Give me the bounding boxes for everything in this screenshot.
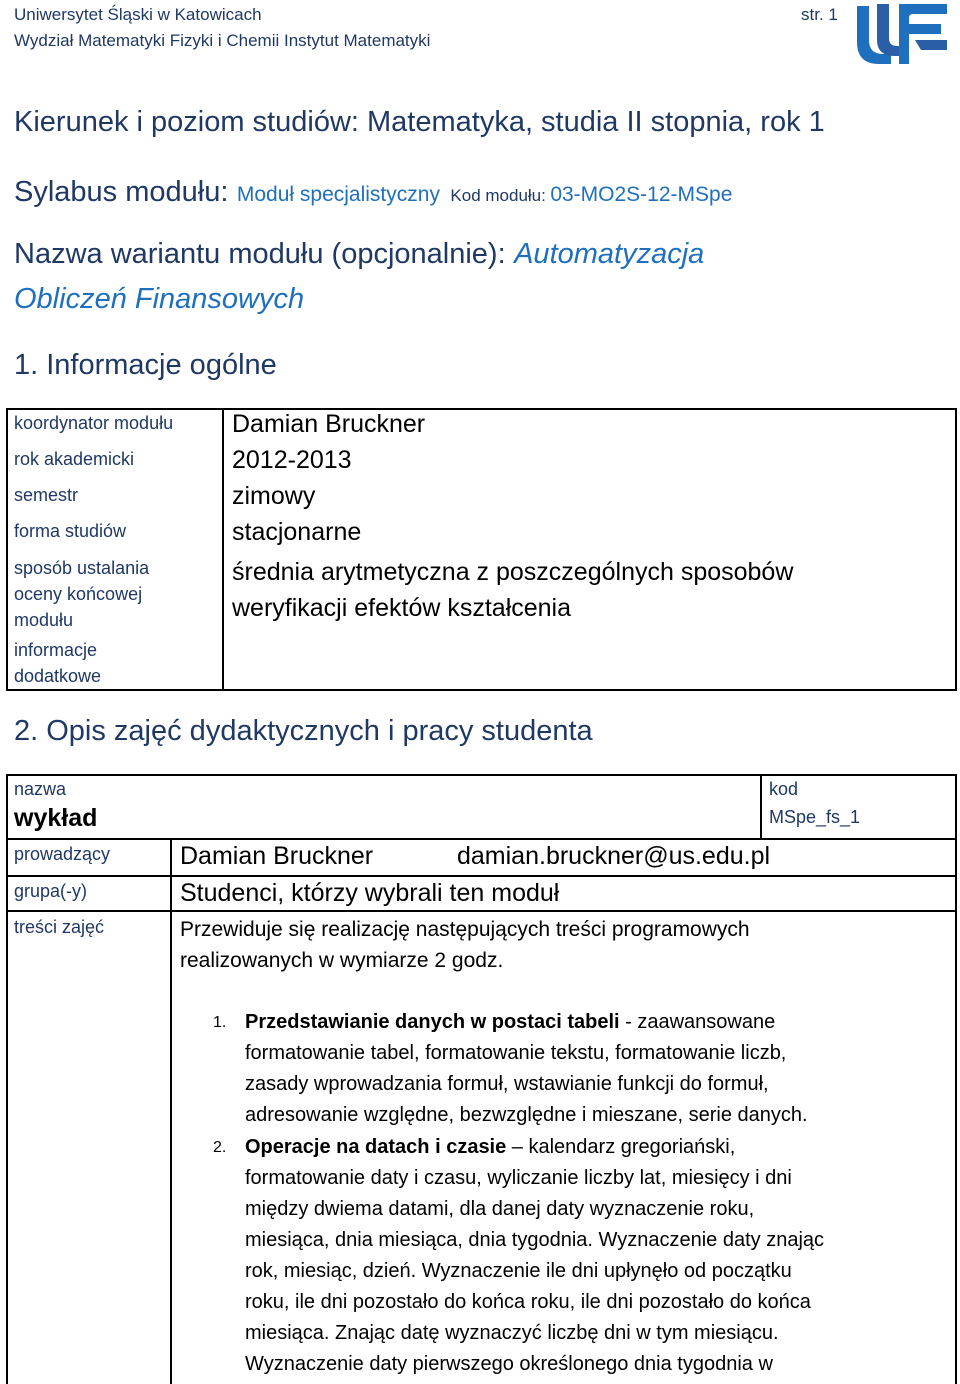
grading-method-label: sposób ustalania oceny końcowej modułu	[14, 558, 150, 630]
content-label: treści zajęć	[14, 917, 105, 937]
variant-name-continued: Obliczeń Finansowych	[14, 283, 305, 315]
section-1-heading: 1. Informacje ogólne	[14, 349, 277, 381]
lecturer-name: Damian Bruckner	[180, 842, 374, 870]
syllabus-line	[14, 176, 732, 209]
additional-info-label: informacje dodatkowe	[14, 640, 102, 686]
syllabus-label: Sylabus modułu:	[14, 176, 229, 208]
page-number: str. 1	[801, 5, 838, 24]
coordinator-label: koordynator modułu	[14, 413, 174, 433]
module-code: 03-MO2S-12-MSpe	[550, 183, 733, 206]
section-2-heading: 2. Opis zajęć dydaktycznych i pracy studenta	[14, 715, 593, 747]
course-name-label: nazwa	[14, 779, 67, 799]
academic-year-label: rok akademicki	[14, 449, 135, 469]
academic-year-value: 2012-2013	[232, 446, 352, 474]
study-form-value: stacjonarne	[232, 518, 362, 546]
semester-value: zimowy	[232, 482, 316, 510]
faculty-name: Wydział Matematyki Fizyki i Chemii Instytut Matematyki	[14, 31, 431, 50]
variant-label: Nazwa wariantu modułu (opcjonalnie):	[14, 238, 506, 270]
semester-label: semestr	[14, 485, 79, 505]
coordinator-value: Damian Bruckner	[232, 410, 426, 438]
university-logo-icon	[855, 0, 949, 66]
list-item: Przedstawianie danych w postaci tabeli - zaawansowane formatowanie tabel, formatowanie tekstu, formatowanie liczb, zasady wprowadzania formuł, wstawianie funkcji do formuł, adresowanie względne, bezwzględne i mieszane, serie danych.	[245, 1011, 808, 1126]
university-name: Uniwersytet Śląski w Katowicach	[14, 5, 262, 24]
study-form-label: forma studiów	[14, 521, 127, 541]
module-code-label: Kod modułu:	[450, 186, 546, 205]
list-item-1-number: 1.	[213, 1014, 227, 1031]
list-item: Operacje na datach i czasie – kalendarz gregoriański, formatowanie daty i czasu, wyliczanie liczby lat, miesięcy i dni między dwiema datami, dla danej daty wyznaczenie roku, miesiąca, dnia miesiąca, dnia tygodnia. Wyznaczenie daty znając rok, miesiąc, dzień. Wyznaczenie ile dni upłynęło od początku roku, ile dni pozostało do końca roku, ile dni pozostało do końca miesiąca. Znając datę wyznaczyć liczbę dni w tym miesiącu. Wyznaczenie daty pierwszego określonego dnia tygodnia w	[245, 1136, 825, 1375]
lecturer-email[interactable]: damian.bruckner@us.edu.pl	[457, 842, 771, 870]
variant-name: Automatyzacja	[514, 238, 705, 270]
list-item-2-number: 2.	[213, 1139, 227, 1156]
group-value: Studenci, którzy wybrali ten moduł	[180, 879, 560, 907]
grading-method-value: średnia arytmetyczna z poszczególnych sposobów weryfikacji efektów kształcenia	[232, 558, 794, 622]
lecturer-label: prowadzący	[14, 844, 111, 864]
course-code-label: kod	[769, 779, 799, 799]
content-intro: Przewiduje się realizację następujących treści programowych realizowanych w wymiarze 2 godz.	[180, 918, 750, 972]
group-label: grupa(-y)	[14, 881, 88, 901]
variant-line	[14, 238, 704, 271]
program-title: Kierunek i poziom studiów: Matematyka, studia II stopnia, rok 1	[14, 106, 825, 138]
course-name-value: wykład	[14, 804, 98, 832]
course-code-value: MSpe_fs_1	[769, 807, 861, 827]
module-name: Moduł specjalistyczny	[236, 183, 440, 206]
